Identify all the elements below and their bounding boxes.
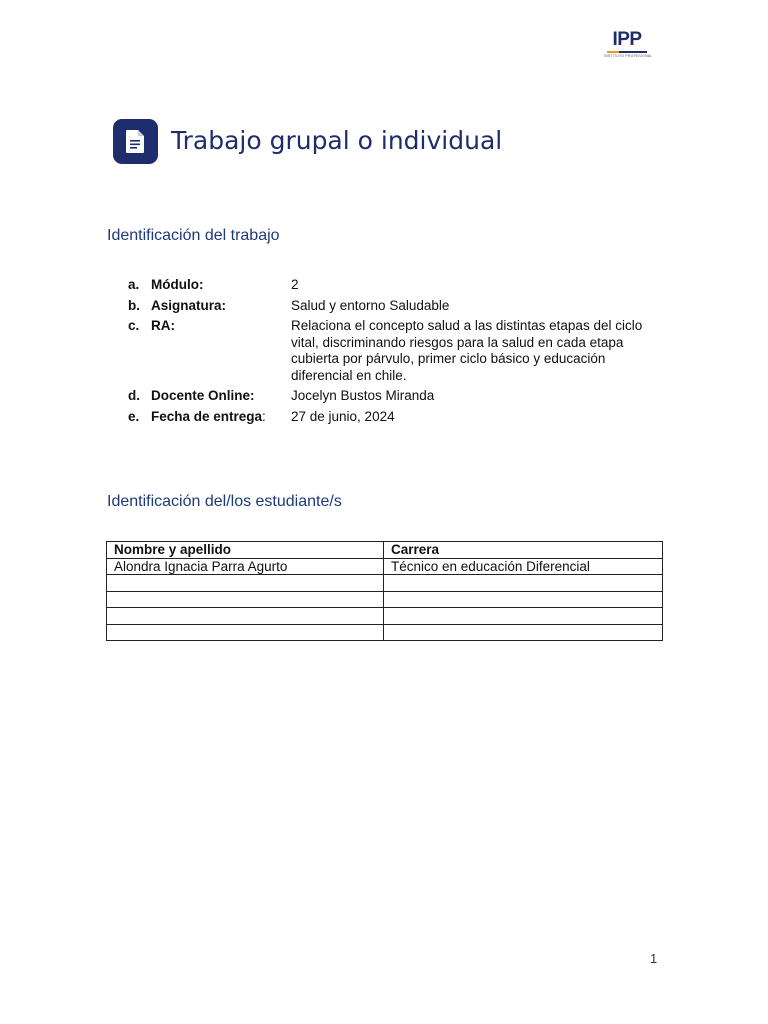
info-label	[151, 409, 291, 426]
ipp-logo	[604, 29, 653, 58]
table-header-row	[107, 542, 663, 559]
info-row-teacher	[128, 388, 668, 405]
info-value: 27 de junio, 2024	[291, 408, 395, 424]
page-title: Trabajo grupal o individual	[171, 126, 503, 155]
work-info-list	[128, 277, 668, 429]
info-value: 2	[291, 277, 299, 292]
info-letter: b.	[128, 297, 140, 313]
table-cell-name: Alondra Ignacia Parra Agurto	[107, 558, 384, 575]
logo-underline	[607, 51, 647, 53]
table-row	[107, 608, 663, 625]
info-letter: a.	[128, 277, 140, 292]
info-row-module	[128, 277, 668, 294]
section-heading-students: Identificación del/los estudiante/s	[107, 493, 342, 510]
table-cell-career: Técnico en educación Diferencial	[384, 558, 663, 575]
column-header-career: Carrera	[384, 542, 663, 559]
table-cell-career	[384, 608, 663, 625]
info-row-subject	[128, 298, 668, 315]
table-cell-career	[384, 575, 663, 592]
info-letter: c.	[128, 318, 140, 333]
document-icon	[113, 119, 158, 164]
info-value: Salud y entorno Saludable	[291, 297, 450, 313]
logo-text: IPP	[612, 29, 642, 50]
column-header-name: Nombre y apellido	[107, 542, 384, 559]
info-row-due-date	[128, 409, 668, 426]
info-letter: d.	[128, 388, 140, 403]
table-row	[107, 591, 663, 608]
table-cell-name	[107, 575, 384, 592]
page-number: 1	[650, 951, 658, 966]
table-cell-career	[384, 591, 663, 608]
info-label: Docente Online:	[151, 388, 255, 403]
info-value: Jocelyn Bustos Miranda	[291, 388, 435, 403]
table-cell-career	[384, 624, 663, 641]
info-label-colon: :	[262, 408, 266, 424]
info-row-ra	[128, 318, 668, 384]
students-table	[106, 541, 663, 641]
table-cell-name	[107, 624, 384, 641]
table-row	[107, 624, 663, 641]
info-value: Relaciona el concepto salud a las distintas etapas del ciclo vital, discriminando riesgos para la salud en cada etapa cubierta por párvulo, primer ciclo básico y educación diferencial en chile.	[291, 318, 643, 383]
info-letter: e.	[128, 408, 140, 424]
info-label: RA:	[151, 318, 175, 333]
info-label: Módulo:	[151, 277, 204, 292]
table-cell-name	[107, 608, 384, 625]
table-cell-name	[107, 591, 384, 608]
info-label-text: Fecha de entrega	[151, 408, 263, 424]
section-heading-work-id: Identificación del trabajo	[107, 227, 280, 244]
table-row	[107, 558, 663, 575]
logo-subtitle: INSTITUTO PROFESIONAL	[604, 54, 653, 58]
info-label: Asignatura:	[151, 297, 227, 313]
table-row	[107, 575, 663, 592]
